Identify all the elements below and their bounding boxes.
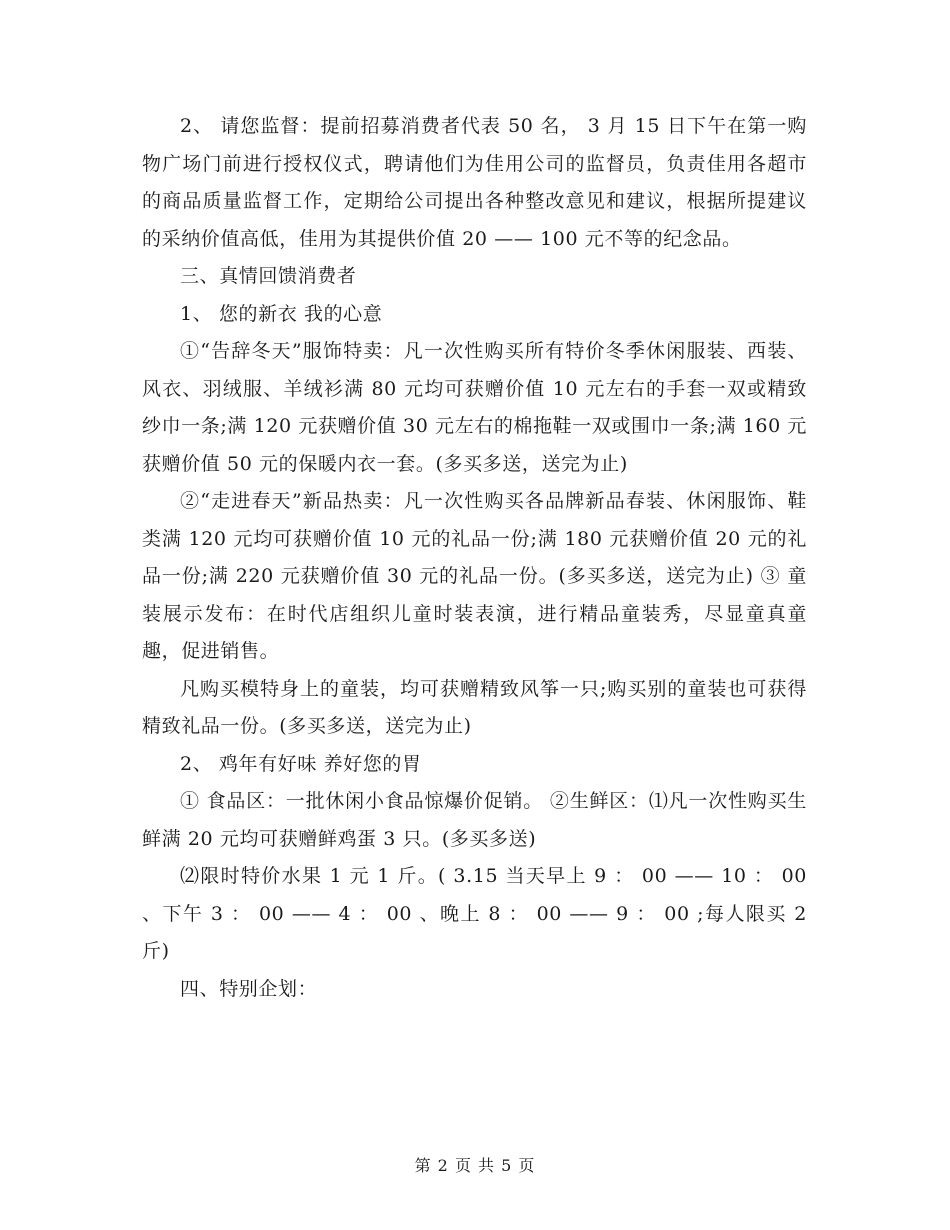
heading-feedback-consumers: 三、真情回馈消费者 (180, 265, 357, 287)
paragraph-winter-sale: ①“告辞冬天”服饰特卖：凡一次性购买所有特价冬季休闲服装、西装、风衣、羽绒服、羊绒衫满 80 元均可获赠价值 10 元左右的手套一双或精致纱巾一条;满 120 元获赠价值 30 元左右的棉拖鞋一双或围巾一条;满 160 元获赠价值 50 元的保暖内衣一套。(多买多送，送完为止) (142, 340, 807, 475)
heading-special-planning: 四、特别企划： (180, 977, 318, 1000)
paragraph-fruit-special: ⑵限时特价水果 1 元 1 斤。( 3.15 当天早上 9 ： 00 —— 10 ： 00 、下午 3 ： 00 —— 4 ： 00 、晚上 8 ： 00 —— 9 ： 00 ;每人限买 2 斤) (142, 865, 814, 962)
paragraph-supervision: 2、 请您监督：提前招募消费者代表 50 名， 3 月 15 日下午在第一购物广场门前进行授权仪式，聘请他们为佳用公司的监督员，负责佳用各超市的商品质量监督工作，定期给公司提出各种整改意见和建议，根据所提建议的采纳价值高低，佳用为其提供价值 20 —— 100 元不等的纪念品。 (142, 115, 807, 250)
document-body (142, 108, 814, 1008)
paragraph-food-area: ① 食品区：一批休闲小食品惊爆价促销。 ②生鲜区：⑴凡一次性购买生鲜满 20 元均可获赠鲜鸡蛋 3 只。(多买多送) (142, 790, 807, 850)
paragraph-spring-sale: ②“走进春天”新品热卖：凡一次性购买各品牌新品春装、休闲服饰、鞋类满 120 元均可获赠价值 10 元的礼品一份;满 180 元获赠价值 20 元的礼品一份;满 220 元获赠价值 30 元的礼品一份。(多买多送，送完为止) ③ 童装展示发布：在时代店组织儿童时装表演，进行精品童装秀，尽显童真童趣，促进销售。 (142, 490, 807, 662)
page-number-footer: 第 2 页 共 5 页 (414, 1156, 536, 1175)
subheading-food: 2、 鸡年有好味 养好您的胃 (180, 752, 422, 775)
paragraph-kids-clothing: 凡购买模特身上的童装，均可获赠精致风筝一只;购买别的童装也可获得精致礼品一份。(多买多送，送完为止) (142, 677, 807, 737)
subheading-new-clothes: 1、 您的新衣 我的心意 (180, 302, 383, 325)
